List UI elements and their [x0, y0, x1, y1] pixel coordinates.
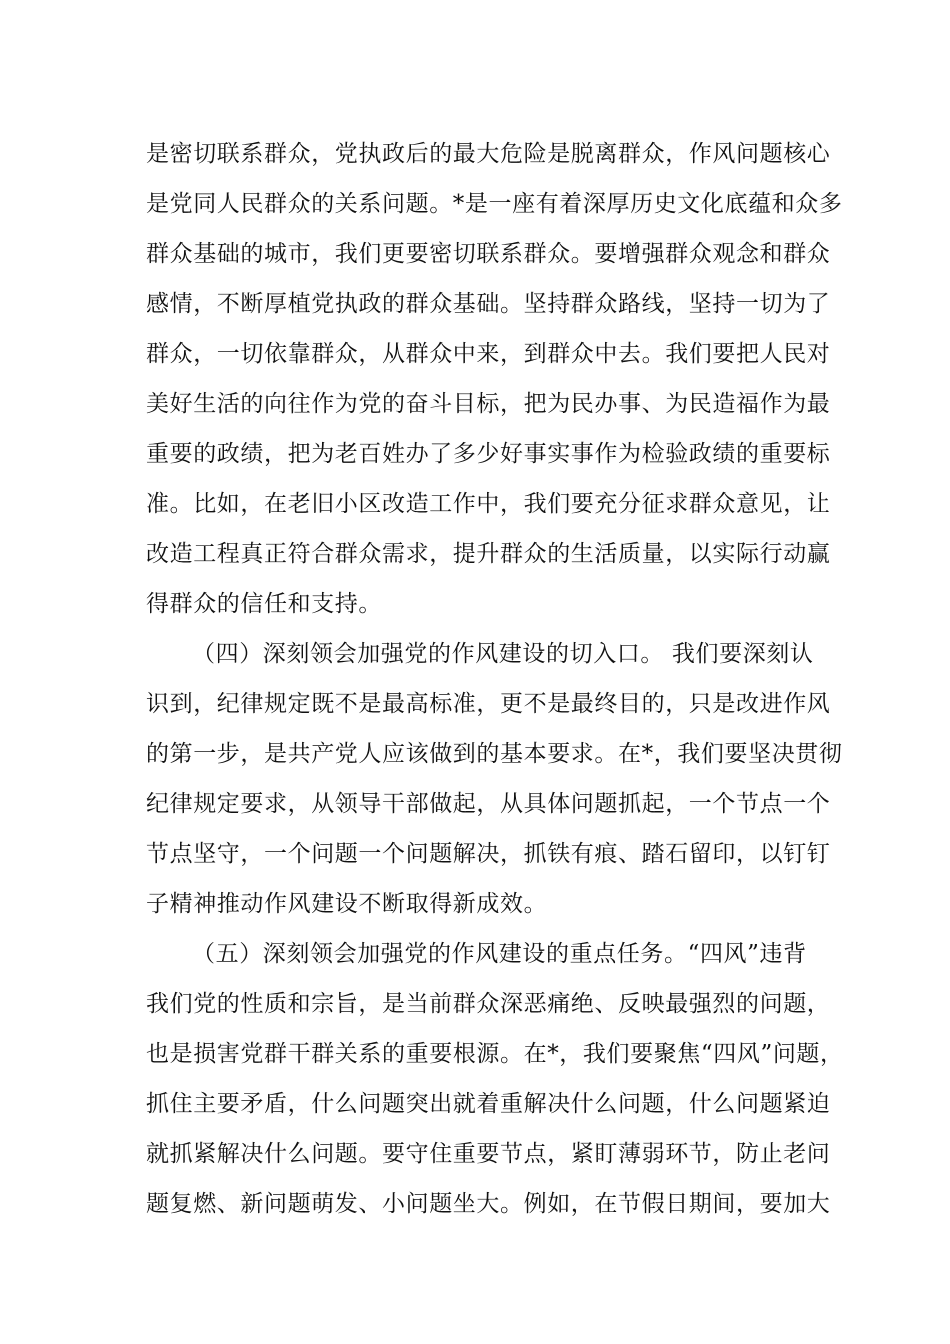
text-line: 的第一步，是共产党人应该做到的基本要求。在*，我们要坚决贯彻 [146, 741, 843, 767]
text-line: 抓住主要矛盾，什么问题突出就着重解决什么问题，什么问题紧迫 [146, 1091, 831, 1117]
text-line: 就抓紧解决什么问题。要守住重要节点，紧盯薄弱环节，防止老问 [146, 1141, 831, 1167]
text-line: 重要的政绩，把为老百姓办了多少好事实事作为检验政绩的重要标 [146, 441, 831, 467]
text-line: 得群众的信任和支持。 [146, 591, 382, 617]
text-line: 识到，纪律规定既不是最高标准，更不是最终目的，只是改进作风 [146, 691, 831, 717]
section-heading-four: （四）深刻领会加强党的作风建设的切入口。 我们要深刻认 [192, 641, 814, 667]
text-line: 准。比如，在老旧小区改造工作中，我们要充分征求群众意见，让 [146, 491, 831, 517]
text-line: 改造工程真正符合群众需求，提升群众的生活质量，以实际行动赢 [146, 541, 831, 567]
text-line: 是密切联系群众，党执政后的最大危险是脱离群众，作风问题核心 [146, 141, 831, 167]
text-line: 纪律规定要求，从领导干部做起，从具体问题抓起，一个节点一个 [146, 791, 831, 817]
text-line: 子精神推动作风建设不断取得新成效。 [146, 891, 548, 917]
text-line: 也是损害党群干群关系的重要根源。在*，我们要聚焦“四风”问题， [146, 1041, 844, 1067]
section-heading-five: （五）深刻领会加强党的作风建设的重点任务。“四风”违背 [192, 941, 807, 967]
text-line: 群众，一切依靠群众，从群众中来，到群众中去。我们要把人民对 [146, 341, 831, 367]
text-line: 是党同人民群众的关系问题。*是一座有着深厚历史文化底蕴和众多 [146, 191, 843, 217]
text-line: 节点坚守，一个问题一个问题解决，抓铁有痕、踏石留印，以钉钉 [146, 841, 831, 867]
text-line: 美好生活的向往作为党的奋斗目标，把为民办事、为民造福作为最 [146, 391, 831, 417]
text-line: 群众基础的城市，我们更要密切联系群众。要增强群众观念和群众 [146, 241, 831, 267]
text-line: 题复燃、新问题萌发、小问题坐大。例如，在节假日期间，要加大 [146, 1191, 831, 1217]
text-line: 感情，不断厚植党执政的群众基础。坚持群众路线，坚持一切为了 [146, 291, 831, 317]
text-line: 我们党的性质和宗旨，是当前群众深恶痛绝、反映最强烈的问题， [146, 991, 831, 1017]
